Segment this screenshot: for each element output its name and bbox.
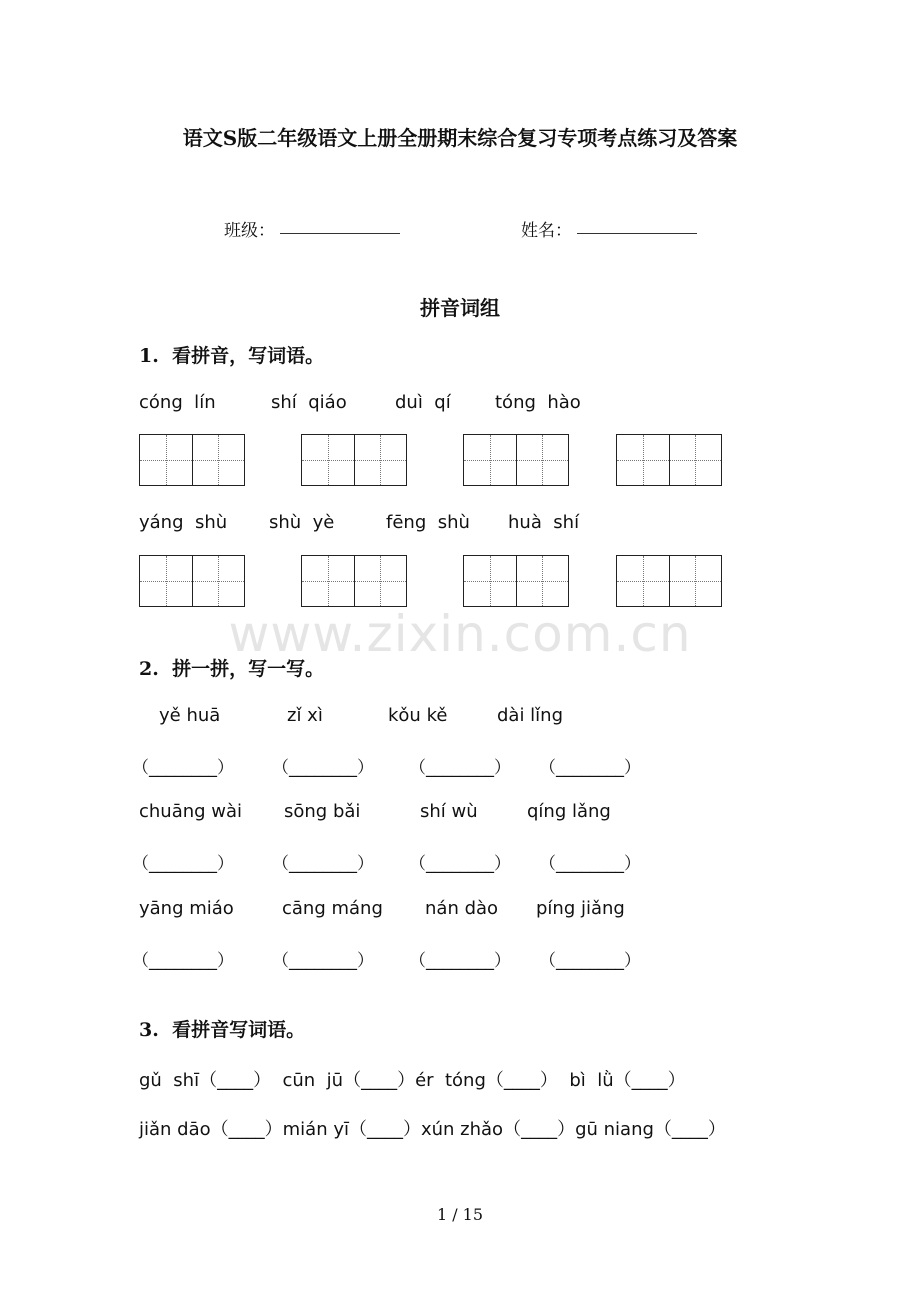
pinyin-item: fēng shù	[386, 512, 470, 533]
pinyin-item: zǐ xì	[287, 705, 323, 726]
pinyin-item: yāng miáo	[139, 898, 234, 919]
pinyin-item: sōng bǎi	[284, 801, 361, 822]
writing-grid[interactable]	[616, 434, 722, 486]
writing-grid[interactable]	[463, 555, 569, 607]
page-number: 1 / 15	[436, 1205, 484, 1224]
pinyin-item: cāng máng	[282, 898, 383, 919]
pinyin-item: nán dào	[425, 898, 499, 919]
pinyin-item: shí qiáo	[271, 392, 347, 413]
name-field[interactable]	[577, 233, 697, 234]
pinyin-item: dài lǐng	[497, 705, 564, 726]
pinyin-item: cóng lín	[139, 392, 216, 413]
question-2-title: 2. 拼一拼，写一写。	[139, 658, 325, 680]
writing-grid[interactable]	[463, 434, 569, 486]
writing-grid[interactable]	[301, 434, 407, 486]
question-1-title: 1. 看拼音，写词语。	[139, 345, 325, 367]
document-title: 语文S版二年级语文上册全册期末综合复习专项考点练习及答案	[182, 126, 738, 150]
answer-blank[interactable]: （________）	[539, 854, 641, 874]
answer-blank[interactable]: （________）	[539, 758, 641, 778]
pinyin-item: chuāng wài	[139, 801, 243, 822]
pinyin-item: píng jiǎng	[536, 898, 625, 919]
pinyin-item: shù yè	[269, 512, 335, 533]
pinyin-item: huà shí	[508, 512, 580, 533]
answer-blank[interactable]: （________）	[539, 951, 641, 971]
answer-blank[interactable]: （________）	[132, 951, 234, 971]
pinyin-item: yáng shù	[139, 512, 228, 533]
answer-blank[interactable]: （________）	[272, 951, 374, 971]
answer-blank[interactable]: （________）	[409, 854, 511, 874]
pinyin-item: tóng hào	[495, 392, 581, 413]
section-title: 拼音词组	[420, 296, 500, 320]
class-field[interactable]	[280, 233, 400, 234]
writing-grid[interactable]	[139, 555, 245, 607]
writing-grid[interactable]	[139, 434, 245, 486]
answer-blank[interactable]: （________）	[409, 951, 511, 971]
name-label: 姓名：	[521, 221, 572, 241]
question-3-title: 3. 看拼音写词语。	[139, 1019, 306, 1041]
pinyin-item: yě huā	[159, 705, 221, 726]
pinyin-item: shí wù	[420, 801, 478, 822]
pinyin-line[interactable]: jiǎn dāo（____）mián yī（____）xún zhǎo（____）gū niang（____）	[139, 1119, 726, 1140]
answer-blank[interactable]: （________）	[409, 758, 511, 778]
class-label: 班级：	[224, 221, 275, 241]
writing-grid[interactable]	[616, 555, 722, 607]
pinyin-line[interactable]: gǔ shī（____） cūn jū（____）ér tóng（____） bì lǜ（____）	[139, 1070, 686, 1091]
answer-blank[interactable]: （________）	[132, 854, 234, 874]
pinyin-item: qíng lǎng	[527, 801, 611, 822]
watermark: www.zixin.com.cn	[228, 605, 692, 663]
pinyin-item: kǒu kě	[388, 705, 448, 726]
answer-blank[interactable]: （________）	[132, 758, 234, 778]
writing-grid[interactable]	[301, 555, 407, 607]
pinyin-item: duì qí	[395, 392, 451, 413]
answer-blank[interactable]: （________）	[272, 854, 374, 874]
answer-blank[interactable]: （________）	[272, 758, 374, 778]
